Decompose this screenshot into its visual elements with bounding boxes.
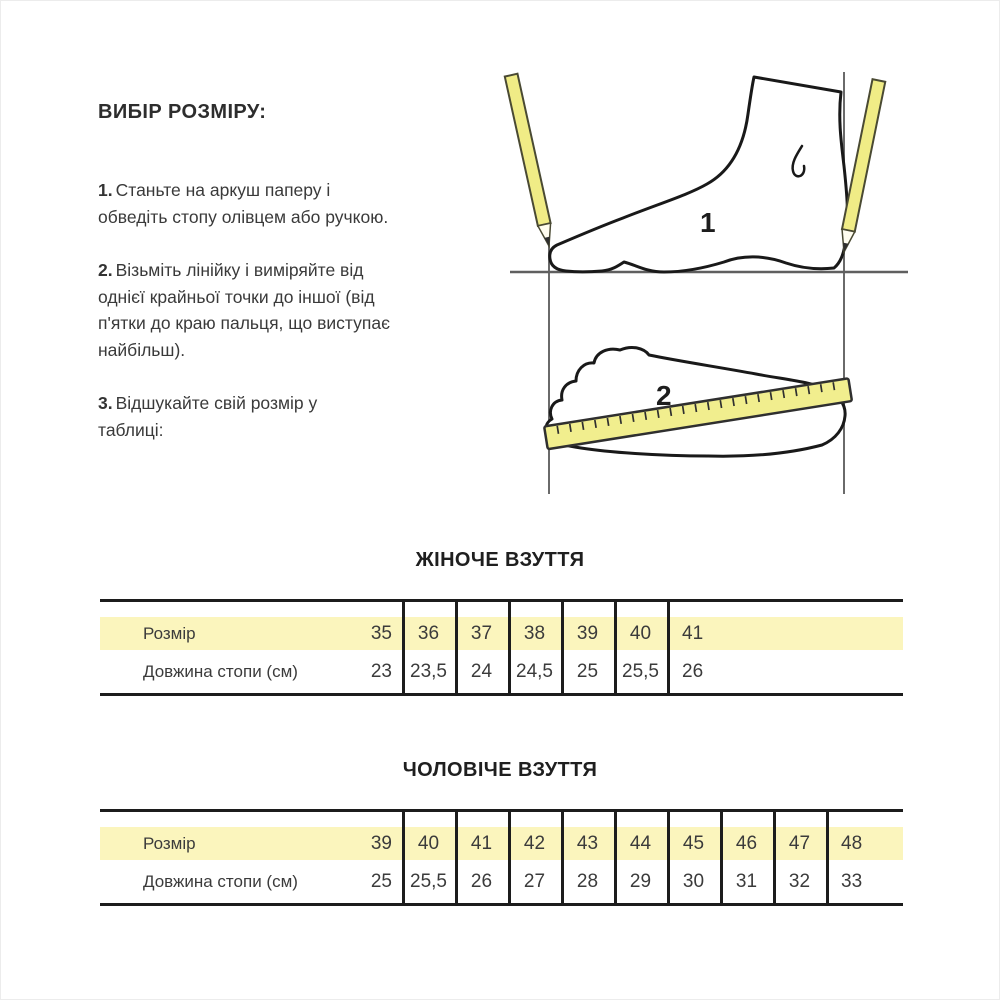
size-cell: 40 [629,622,652,644]
table-divider [455,812,458,903]
size-cell: 37 [470,622,493,644]
pencil-left-icon [505,74,556,248]
table-divider [667,812,670,903]
instruction-step-1: 1. Станьте на аркуш паперу і обведіть стопу олівцем або ручкою. [98,180,389,227]
table-divider [773,812,776,903]
length-cell: 23 [370,660,392,682]
step-number: 1. [98,180,113,200]
size-cell: 40 [417,832,440,854]
size-row [100,617,903,650]
table-divider [667,602,670,693]
table-divider [614,812,617,903]
table-divider [561,812,564,903]
length-row [100,650,903,693]
size-cell: 41 [470,832,493,854]
men-size-table [100,809,903,906]
length-cell: 29 [629,870,652,892]
length-row [100,860,903,903]
step-number: 3. [98,393,113,413]
table-divider [402,602,405,693]
size-cell: 39 [370,832,392,854]
length-cell: 30 [682,870,705,892]
size-cell: 42 [523,832,546,854]
length-cell: 25,5 [622,660,659,682]
size-cell: 38 [523,622,546,644]
size-cell: 39 [576,622,599,644]
size-cell: 45 [682,832,705,854]
length-cell: 26 [470,870,493,892]
table-divider [508,812,511,903]
length-cell: 24 [470,660,493,682]
size-cell: 36 [417,622,440,644]
table-divider [720,812,723,903]
size-row-label: Розмір [143,623,196,643]
table-divider [508,602,511,693]
table-divider [826,812,829,903]
page-title: ВИБІР РОЗМІРУ: [98,101,267,123]
women-size-table [100,599,903,696]
length-cell: 25 [576,660,599,682]
size-cell: 46 [735,832,758,854]
side-view-marker: 1 [700,207,716,238]
women-table-heading: ЖІНОЧЕ ВЗУТТЯ [415,549,585,571]
size-cell: 35 [370,622,392,644]
length-cell: 26 [682,660,704,682]
instruction-step-2: 2. Візьміть лінійку і виміряйте від однієї крайньої точки до іншої (від п'ятки до краю пальця, що виступає найбільш). [98,260,390,360]
table-divider [561,602,564,693]
table-divider [402,812,405,903]
size-cell: 43 [576,832,599,854]
size-cell: 41 [682,622,704,644]
length-cell: 24,5 [516,660,553,682]
length-cell: 27 [523,870,546,892]
length-cell: 25 [370,870,392,892]
length-cell: 31 [735,870,758,892]
size-cell: 44 [629,832,652,854]
length-cell: 33 [841,870,863,892]
foot-measurement-illustration [496,56,916,501]
table-divider [614,602,617,693]
size-cell: 47 [788,832,811,854]
length-row-label: Довжина стопи (см) [143,871,298,891]
table-divider [455,602,458,693]
size-row-label: Розмір [143,833,196,853]
instructions [98,177,498,470]
length-cell: 28 [576,870,599,892]
top-view-marker: 2 [656,380,672,411]
men-table-heading: ЧОЛОВІЧЕ ВЗУТТЯ [402,759,598,781]
size-row [100,827,903,860]
length-cell: 32 [788,870,811,892]
length-cell: 25,5 [410,870,447,892]
step-number: 2. [98,260,113,280]
length-row-label: Довжина стопи (см) [143,661,298,681]
instruction-step-3: 3. Відшукайте свій розмір у таблиці: [98,393,318,440]
length-cell: 23,5 [410,660,447,682]
size-cell: 48 [841,832,863,854]
